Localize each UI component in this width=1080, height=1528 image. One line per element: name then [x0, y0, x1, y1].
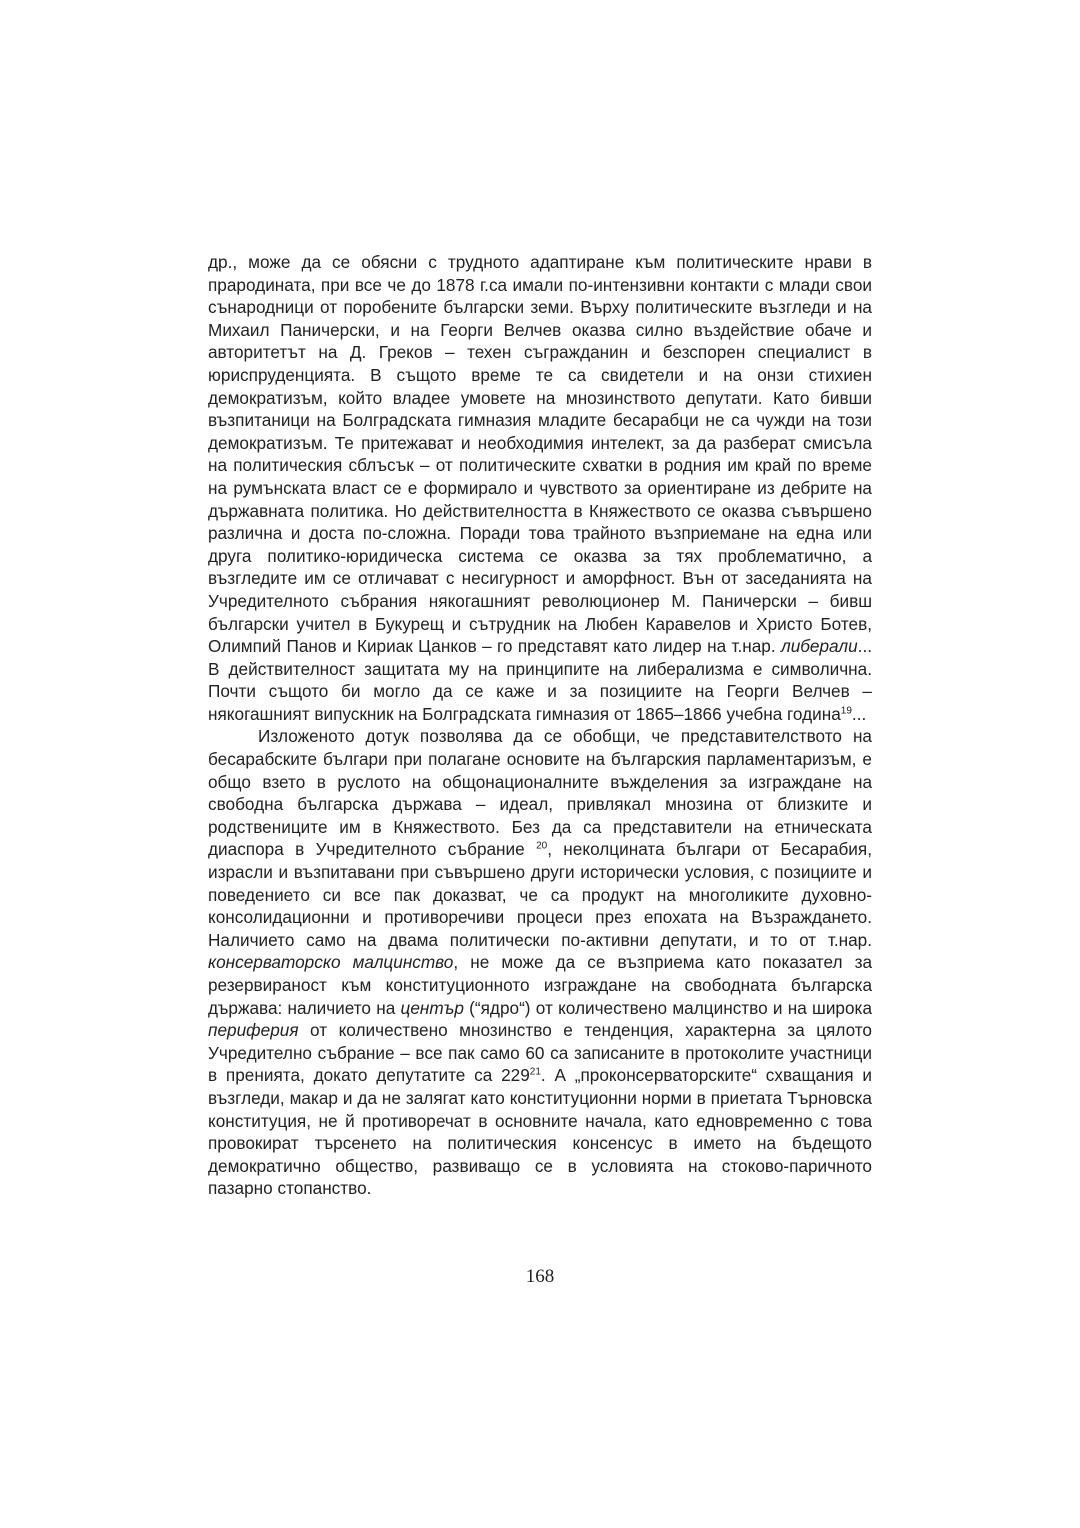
text-run: др., може да се обясни с трудното адаптиране към политическите нрави в прародината, при все че до 1878 г.са имали по-интензивни контакти с млади свои сънародници от поробените български земи. Върху политическите възгледи и на Михаил Паничерски, и на Георги Велчев оказва силно въздействие обаче и авторитетът на Д. Греков – техен съгражданин и безспорен специалист в юриспруденцията. В същото време те са свидетели и на онзи стихиен демократизъм, който владее умовете на мнозинството депутати. Като бивши възпитаници на Болградската гимназия младите бесарабци не са чужди на този демократизъм. Те притежават и необходимия интелект, за да разберат смисъла на политическия сблъсък – от политическите схватки в родния им край по време на румънската власт се е формирало и чувството за ориентиране из дебрите на държавната политика. Но действителността в Княжеството се оказва съвършено различна и доста по-сложна. Поради това трайното възприемане на една или друга политико-юридическа система се оказва за тях проблематично, а възгледите им се отличават с несигурност и аморфност. Вън от заседанията на Учредителното събрания някогашният революционер М. Паничерски – бивш български учител в Букурещ и сътрудник на Любен Каравелов и Христо Ботев, Олимпий Панов и Кириак Цанков – го представят като лидер на т.нар.: [208, 252, 872, 657]
text-run: ...: [851, 703, 867, 724]
text-run: (“ядро“) от количествено малцинство и на широка: [463, 997, 873, 1018]
text-run: ... В действителност защитата му на принципите на либерализма е символична. Почти същото би могло да се каже и за позициите на Георги Велчев – някогашният випускник на Болградската гимназия от 1865–1866 учебна година: [208, 636, 872, 724]
page-number: 168: [525, 1266, 555, 1287]
text-run: от количествено мнозинство е тенденция, характерна за цялото Учредително събрание – все пак само 60 са записаните в протоколите участници в пренията, докато депутатите са 229: [208, 1020, 872, 1086]
footnote-ref-21: 21: [529, 1066, 541, 1078]
italic-term-konservatorsko: консерваторско малцинство: [208, 952, 454, 973]
italic-term-liberali: либерали: [781, 636, 858, 657]
text-run: . А „проконсерваторските“ схващания и възгледи, макар и да не залягат като конституционни норми в приетата Търновска конституция, не й противоречат в основните начала, като едновременно с това провокират търсенето на политическия консенсус в името на бъдещото демократично общество, развиващо се в условията на стоково-паричното пазарно стопанство.: [208, 1065, 872, 1199]
italic-term-periferiya: периферия: [208, 1020, 299, 1041]
text-run: , не може да се възприема като показател за резервираност към конституционното изграждане на свободната българска държава: наличието на: [208, 952, 873, 1018]
text-run: , неколцината българи от Бесарабия, израсли и възпитавани при съвършено други исторически условия, с позициите и поведението си все пак доказват, че са продукт на многоликите духовно-консолидационни и противоречиви процеси през епохата на Възраждането. Наличието само на двама политически по-активни депутати, и то от т.нар.: [208, 839, 872, 950]
paragraph-continued: [208, 251, 872, 725]
text-run: Изложеното дотук позволява да се обобщи, че представителството на бесарабските българи при полагане основите на българския парламентаризъм, е общо взето в руслото на общонационалните въжделения за изграждане на свободна българска държава – идеал, привлякал мнозина от близките и родствениците им в Княжеството. Без да са представители на етническата диаспора в Учредителното събрание: [208, 726, 872, 860]
italic-term-tsentar: център: [400, 997, 464, 1018]
footnote-ref-20: 20: [536, 840, 548, 852]
paragraph-conclusion: [208, 725, 872, 1199]
footnote-ref-19: 19: [840, 705, 852, 717]
page-body: [208, 251, 872, 1200]
